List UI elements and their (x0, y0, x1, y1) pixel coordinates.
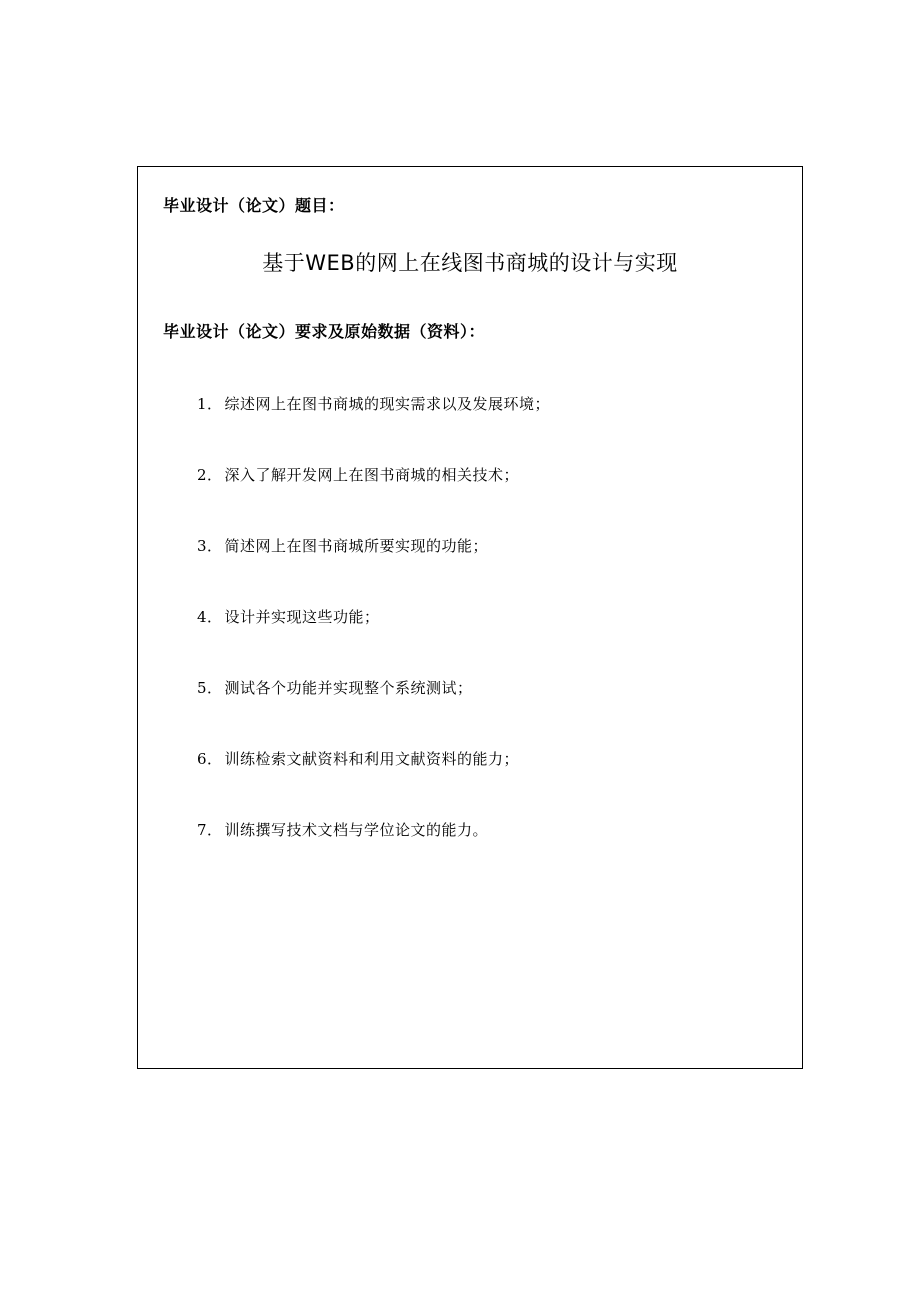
requirement-text: 训练检索文献资料和利用文献资料的能力； (224, 750, 520, 768)
requirement-item (197, 677, 550, 748)
requirement-item (197, 819, 550, 890)
requirement-text: 测试各个功能并实现整个系统测试； (224, 679, 473, 697)
thesis-title: 基于WEB的网上在线图书商城的设计与实现 (262, 251, 678, 275)
requirement-item (197, 535, 550, 606)
requirement-text: 设计并实现这些功能； (224, 608, 380, 626)
requirement-text: 训练撰写技术文档与学位论文的能力。 (224, 821, 489, 839)
requirement-text: 综述网上在图书商城的现实需求以及发展环境； (224, 395, 551, 413)
requirement-number: 3． (197, 537, 223, 555)
requirement-item (197, 606, 550, 677)
requirement-number: 2． (197, 466, 223, 484)
requirement-item (197, 748, 550, 819)
requirement-item (197, 393, 550, 464)
requirement-number: 6． (197, 750, 223, 768)
form-frame (137, 166, 803, 1069)
requirement-item (197, 464, 550, 535)
topic-label: 毕业设计（论文）题目： (163, 196, 345, 215)
requirements-label: 毕业设计（论文）要求及原始数据（资料）： (163, 322, 486, 341)
requirement-number: 1． (197, 395, 223, 413)
requirement-number: 7． (197, 821, 223, 839)
requirement-text: 深入了解开发网上在图书商城的相关技术； (224, 466, 520, 484)
requirements-list (197, 393, 550, 890)
requirement-text: 简述网上在图书商城所要实现的功能； (224, 537, 489, 555)
requirement-number: 5． (197, 679, 223, 697)
requirement-number: 4． (197, 608, 223, 626)
